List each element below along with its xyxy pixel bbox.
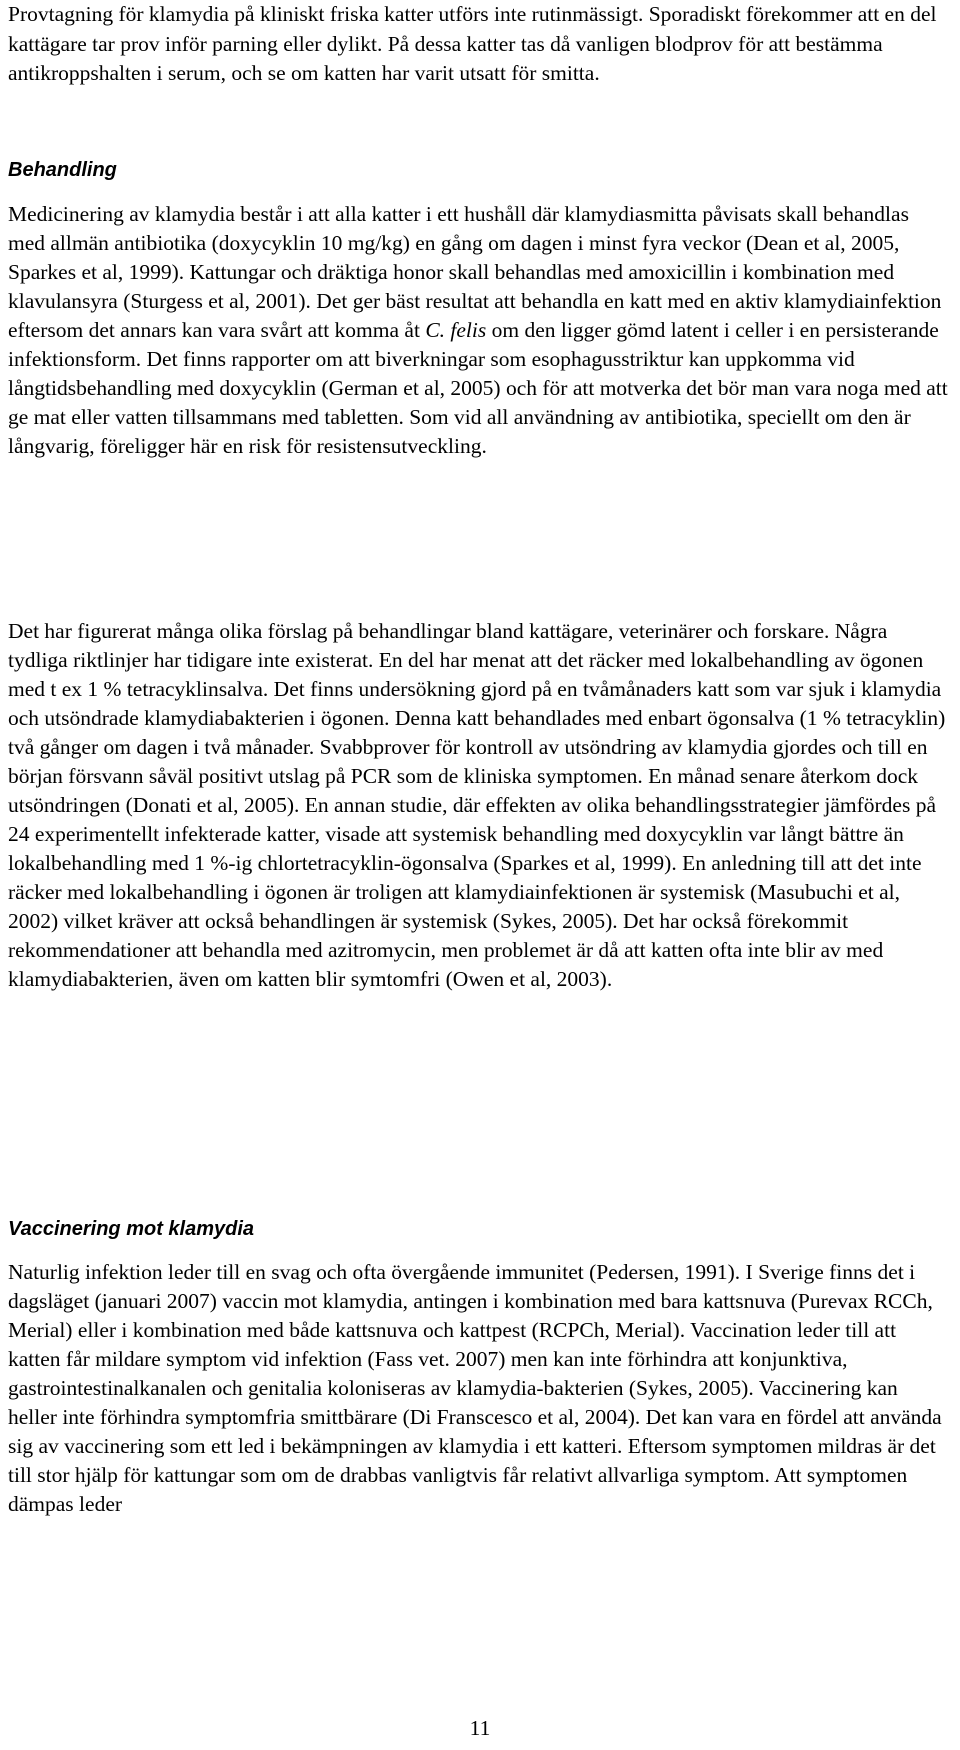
intro-paragraph: Provtagning för klamydia på kliniskt friska katter utförs inte rutinmässigt. Sporadiskt förekommer att en del kattägare tar prov inför parning eller dylikt. På dessa katter tas då vanligen blodprov för att bestämma antikroppshalten i serum, och se om katten har varit utsatt för smitta. <box>8 2 937 85</box>
p1-text-a: Medicinering av klamydia består i att alla katter i ett hushåll där klamydiasmitta påvisats skall behandlas med allmän antibiotika (doxycyklin 10 mg/kg) en gång om dagen i minst fyra veckor (Dean et al, 2005, Sparkes et al, 1999). Kattungar och dräktiga honor skall behandlas med amoxicillin i kombination med klavulansyra (Sturgess et al, 2001). Det ger bäst resultat att behandla en katt med en aktiv klamydiainfektion eftersom det annars kan vara svårt att komma åt <box>8 202 942 342</box>
page-number: 11 <box>469 1716 491 1740</box>
p1-text-b: om den ligger gömd latent i celler i en persisterande infektionsform. Det finns rapporter om att biverkningar som esophagusstriktur kan uppkomma vid långtidsbehandling med doxycyklin (German et al, 2005) och för att motverka det bör man vara noga med att ge mat eller vatten tillsammans med tabletten. Som vid all användning av antibiotika, speciellt om den är långvarig, föreligger här en risk för resistensutveckling. <box>8 318 948 458</box>
section-heading-behandling: Behandling <box>8 159 117 181</box>
behandling-paragraph-2: Det har figurerat många olika förslag på behandlingar bland kattägare, veterinärer och forskare. Några tydliga riktlinjer har tidigare inte existerat. En del har menat att det räcker med lokalbehandling av ögonen med t ex 1 % tetracyklinsalva. Det finns undersökning gjord på en tvåmånaders katt som var sjuk i klamydia och utsöndrade klamydiabakterien i ögonen. Denna katt behandlades med enbart ögonsalva (1 % tetracyklin) två gånger om dagen i två månader. Svabbprover för kontroll av utsöndring av klamydia gjordes och till en början försvann såväl positivt utslag på PCR som de kliniska symptomen. En månad senare återkom dock utsöndringen (Donati et al, 2005). En annan studie, där effekten av olika behandlingsstrategier jämfördes på 24 experimentellt infekterade katter, visade att systemisk behandling med doxycyklin var långt bättre än lokalbehandling med 1 %-ig chlortetracyklin-ögonsalva (Sparkes et al, 1999). En anledning till att det inte räcker med lokalbehandling i ögonen är troligen att klamydiainfektionen är systemisk (Masubuchi et al, 2002) vilket kräver att också behandlingen är systemisk (Sykes, 2005). Det har också förekommit rekommendationer att behandla med azitromycin, men problemet är då att katten ofta inte blir av med klamydiabakterien, även om katten blir symtomfri (Owen et al, 2003). <box>8 619 946 991</box>
section-heading-vaccinering: Vaccinering mot klamydia <box>8 1218 255 1240</box>
behandling-paragraph-1 <box>8 200 948 461</box>
vaccinering-paragraph: Naturlig infektion leder till en svag och ofta övergående immunitet (Pedersen, 1991). I Sverige finns det i dagsläget (januari 2007) vaccin mot klamydia, antingen i kombination med bara kattsnuva (Purevax RCCh, Merial) eller i kombination med både kattsnuva och kattpest (RCPCh, Merial). Vaccination leder till att katten får mildare symptom vid infektion (Fass vet. 2007) men kan inte förhindra att konjunktiva, gastrointestinalkanalen och genitalia koloniseras av klamydia-bakterien (Sykes, 2005). Vaccinering kan heller inte förhindra symptomfria smittbärare (Di Franscesco et al, 2004). Det kan vara en fördel att använda sig av vaccinering som ett led i bekämpningen av klamydia i ett katteri. Eftersom symptomen mildras är det till stor hjälp för kattungar som om de drabbas vanligtvis får relativt allvarliga symptom. Att symptomen dämpas leder <box>8 1260 942 1516</box>
species-name: C. felis <box>425 318 487 342</box>
